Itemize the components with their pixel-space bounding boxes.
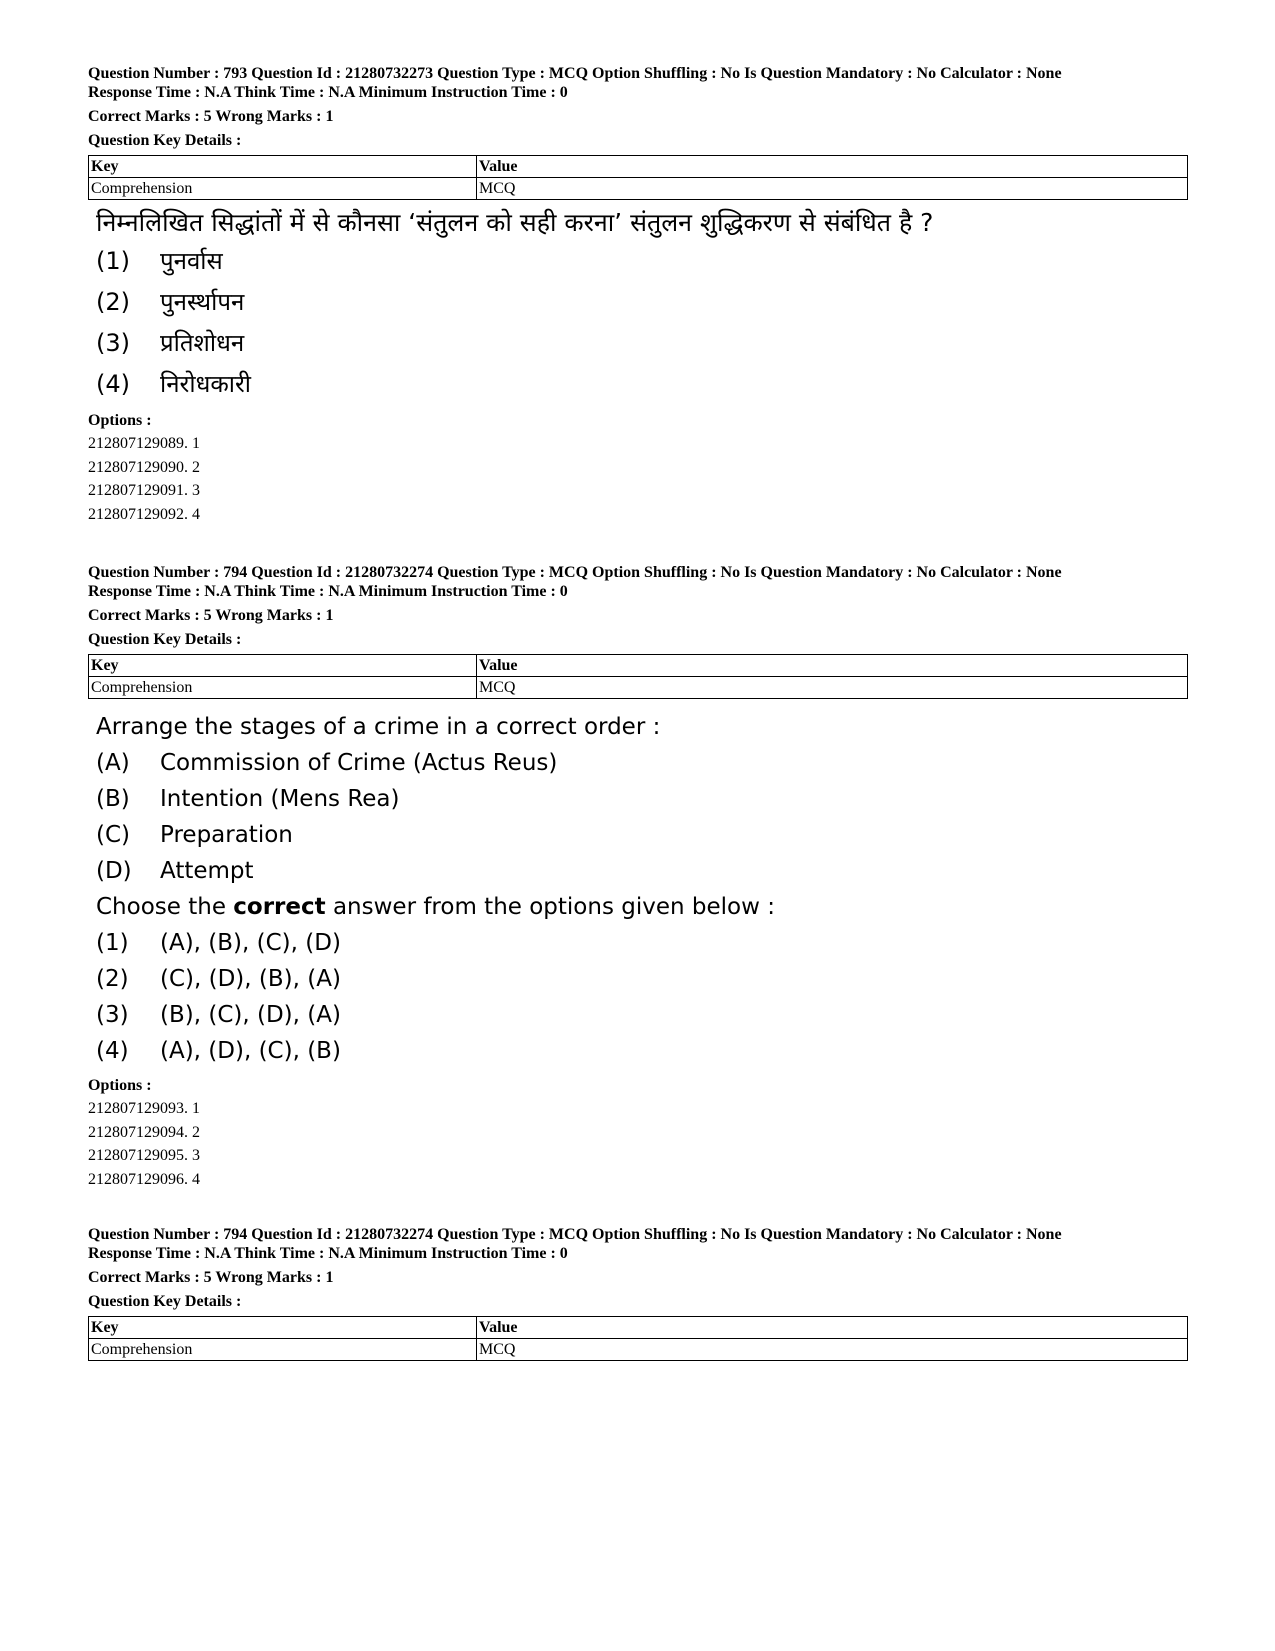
choice-text: पुनर्स्थापन: [160, 288, 245, 316]
question-meta-line2: Response Time : N.A Think Time : N.A Minimum Instruction Time : 0: [88, 84, 568, 101]
question-meta-line2: Response Time : N.A Think Time : N.A Minimum Instruction Time : 0: [88, 1245, 568, 1262]
choice-number: (1): [96, 930, 129, 956]
question-block-794-repeat: [88, 1225, 1188, 1361]
marks-line: Correct Marks : 5 Wrong Marks : 1: [88, 607, 334, 624]
stage-text: Intention (Mens Rea): [160, 786, 400, 812]
choice-text: निरोधकारी: [160, 370, 252, 398]
option-id: 212807129093. 1: [88, 1100, 200, 1117]
key-cell: Comprehension: [89, 1339, 477, 1361]
stage-item: [96, 817, 1188, 853]
choice-item: [96, 1033, 1188, 1069]
stage-item: [96, 745, 1188, 781]
instruction-bold: correct: [233, 894, 326, 920]
stage-letter: (A): [96, 750, 130, 776]
option-id: 212807129090. 2: [88, 458, 200, 476]
choice-item: [96, 961, 1188, 997]
option-id: 212807129089. 1: [88, 435, 200, 452]
stage-letter: (B): [96, 786, 130, 812]
value-cell: MCQ: [477, 178, 1188, 200]
instruction-prefix: Choose the: [96, 894, 234, 920]
key-details-label: Question Key Details :: [88, 631, 242, 648]
question-meta-line1: Question Number : 794 Question Id : 21280732274 Question Type : MCQ Option Shuffling : No Is Question Mandatory : No Calculator : None: [88, 564, 1062, 581]
marks-line: Correct Marks : 5 Wrong Marks : 1: [88, 108, 334, 125]
option-id: 212807129094. 2: [88, 1123, 200, 1141]
choice-number: (2): [96, 287, 130, 316]
option-id: 212807129091. 3: [88, 482, 200, 499]
instruction-suffix: answer from the options given below :: [325, 894, 775, 920]
options-label: Options :: [88, 412, 152, 429]
stage-text: Attempt: [160, 858, 254, 884]
stage-letter: (C): [96, 822, 131, 848]
choice-number: (3): [96, 328, 130, 357]
choice-item: [96, 997, 1188, 1033]
key-details-label: Question Key Details :: [88, 132, 242, 149]
key-details-table: [88, 155, 1188, 200]
stage-list: [88, 745, 1188, 889]
choice-list: [88, 925, 1188, 1069]
stage-item: [96, 853, 1188, 889]
key-details-label: Question Key Details :: [88, 1293, 242, 1310]
value-cell: MCQ: [477, 1339, 1188, 1361]
key-header: Key: [89, 655, 477, 677]
choice-number: (2): [96, 966, 129, 992]
options-label: Options :: [88, 1077, 152, 1094]
choice-number: (3): [96, 1002, 129, 1028]
key-details-table: [88, 1316, 1188, 1361]
stage-item: [96, 781, 1188, 817]
choice-text: (A), (B), (C), (D): [160, 930, 341, 956]
choice-number: (4): [96, 369, 130, 398]
answer-instruction: [96, 889, 1188, 925]
choice-list: [88, 240, 1188, 404]
choice-text: प्रतिशोधन: [160, 329, 245, 357]
choice-text: (A), (D), (C), (B): [160, 1038, 341, 1064]
stage-letter: (D): [96, 858, 132, 884]
choice-text: (C), (D), (B), (A): [160, 966, 341, 992]
value-header: Value: [477, 1317, 1188, 1339]
question-meta-line1: Question Number : 794 Question Id : 21280732274 Question Type : MCQ Option Shuffling : No Is Question Mandatory : No Calculator : None: [88, 1226, 1062, 1243]
key-header: Key: [89, 1317, 477, 1339]
choice-item: [96, 363, 1188, 404]
choice-number: (4): [96, 1038, 129, 1064]
key-header: Key: [89, 156, 477, 178]
stage-text: Commission of Crime (Actus Reus): [160, 750, 558, 776]
question-text: निम्नलिखित सिद्धांतों में से कौनसा ‘संतुलन को सही करना’ संतुलन शुद्धिकरण से संबंधित है ?: [96, 208, 934, 237]
choice-item: [96, 322, 1188, 363]
choice-text: (B), (C), (D), (A): [160, 1002, 341, 1028]
stage-text: Preparation: [160, 822, 293, 848]
question-meta-line1: Question Number : 793 Question Id : 21280732273 Question Type : MCQ Option Shuffling : No Is Question Mandatory : No Calculator : None: [88, 65, 1062, 82]
choice-number: (1): [96, 246, 130, 275]
choice-item: [96, 925, 1188, 961]
question-block-793: [88, 64, 1188, 526]
key-details-table: [88, 654, 1188, 699]
question-block-794: [88, 563, 1188, 1191]
marks-line: Correct Marks : 5 Wrong Marks : 1: [88, 1269, 334, 1286]
option-id: 212807129095. 3: [88, 1147, 200, 1164]
option-id: 212807129092. 4: [88, 505, 200, 523]
key-cell: Comprehension: [89, 677, 477, 699]
choice-text: पुनर्वास: [160, 247, 223, 275]
value-header: Value: [477, 156, 1188, 178]
choice-item: [96, 240, 1188, 281]
option-id: 212807129096. 4: [88, 1170, 200, 1188]
value-cell: MCQ: [477, 677, 1188, 699]
choice-item: [96, 281, 1188, 322]
key-cell: Comprehension: [89, 178, 477, 200]
question-meta-line2: Response Time : N.A Think Time : N.A Minimum Instruction Time : 0: [88, 583, 568, 600]
question-text: Arrange the stages of a crime in a correct order :: [96, 714, 661, 740]
value-header: Value: [477, 655, 1188, 677]
